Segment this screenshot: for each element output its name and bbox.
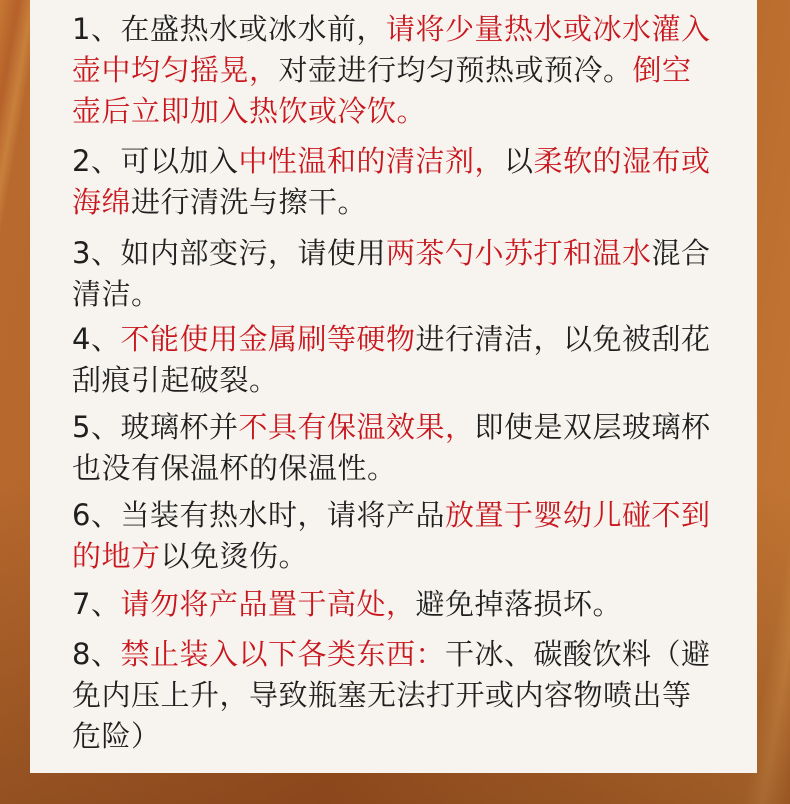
note-text: 以免烫伤。 xyxy=(160,539,309,573)
note-line xyxy=(72,91,710,132)
note-item-5 xyxy=(72,407,710,489)
note-text: 免内压上升，导致瓶塞无法打开或内容物喷出等 xyxy=(72,678,692,712)
note-text: 7、 xyxy=(72,587,121,621)
note-highlight: 柔软的湿布或 xyxy=(533,144,711,178)
note-text: 5、玻璃杯并 xyxy=(72,410,239,444)
note-text: 混合 xyxy=(651,236,711,270)
note-text: 2、可以加入 xyxy=(72,144,239,178)
note-item-8 xyxy=(72,634,710,757)
note-text: 也没有保温杯的保温性。 xyxy=(72,451,397,485)
note-item-2 xyxy=(72,141,711,223)
note-line xyxy=(72,407,710,448)
note-text: 4、 xyxy=(72,322,121,356)
note-line xyxy=(72,9,710,50)
note-text: 1、在盛热水或冰水前， xyxy=(72,12,386,46)
note-highlight: 请将少量热水或冰水灌入 xyxy=(385,12,711,46)
note-line xyxy=(72,675,710,716)
note-text: 清洁。 xyxy=(72,277,161,311)
note-text: 避免掉落损坏。 xyxy=(415,587,622,621)
note-item-7 xyxy=(72,584,622,625)
note-highlight: 中性温和的清洁剂， xyxy=(238,144,504,178)
note-text: 进行清洁，以免被刮花 xyxy=(415,322,711,356)
note-highlight: 壶后立即加入热饮或冷饮。 xyxy=(72,94,427,128)
note-line xyxy=(72,634,710,675)
note-text: 6、当装有热水时，请将产品 xyxy=(72,498,445,532)
note-line xyxy=(72,716,710,757)
note-text: 8、 xyxy=(72,637,121,671)
note-line xyxy=(72,495,710,536)
note-text: 干冰、碳酸饮料（避 xyxy=(444,637,711,671)
note-text: 以 xyxy=(503,144,534,178)
note-line xyxy=(72,141,711,182)
note-line xyxy=(72,50,710,91)
note-item-4 xyxy=(72,319,710,401)
note-highlight: 禁止装入以下各类东西： xyxy=(120,637,445,671)
note-line xyxy=(72,319,710,360)
note-text: 危险） xyxy=(72,719,161,753)
note-line xyxy=(72,584,622,625)
note-highlight: 海绵 xyxy=(72,185,132,219)
note-highlight: 放置于婴幼儿碰不到 xyxy=(444,498,711,532)
note-line xyxy=(72,448,710,489)
note-line xyxy=(72,182,711,223)
note-highlight: 不能使用金属刷等硬物 xyxy=(120,322,416,356)
note-text: 进行清洗与擦干。 xyxy=(131,185,368,219)
notes-panel xyxy=(30,0,757,773)
note-text: 刮痕引起破裂。 xyxy=(72,363,279,397)
note-highlight: 两茶勺小苏打和温水 xyxy=(385,236,652,270)
note-item-6 xyxy=(72,495,710,577)
note-text: 即使是双层玻璃杯 xyxy=(474,410,711,444)
note-line xyxy=(72,360,710,401)
note-text: 对壶进行均匀预热或预冷。 xyxy=(278,53,633,87)
note-highlight: 倒空 xyxy=(632,53,692,87)
note-highlight: 不具有保温效果， xyxy=(238,410,475,444)
note-line xyxy=(72,233,710,274)
note-item-3 xyxy=(72,233,710,315)
note-line xyxy=(72,274,710,315)
note-line xyxy=(72,536,710,577)
note-highlight: 请勿将产品置于高处， xyxy=(120,587,416,621)
note-highlight: 壶中均匀摇晃， xyxy=(72,53,279,87)
note-highlight: 的地方 xyxy=(72,539,161,573)
note-item-1 xyxy=(72,9,710,132)
note-text: 3、如内部变污，请使用 xyxy=(72,236,386,270)
